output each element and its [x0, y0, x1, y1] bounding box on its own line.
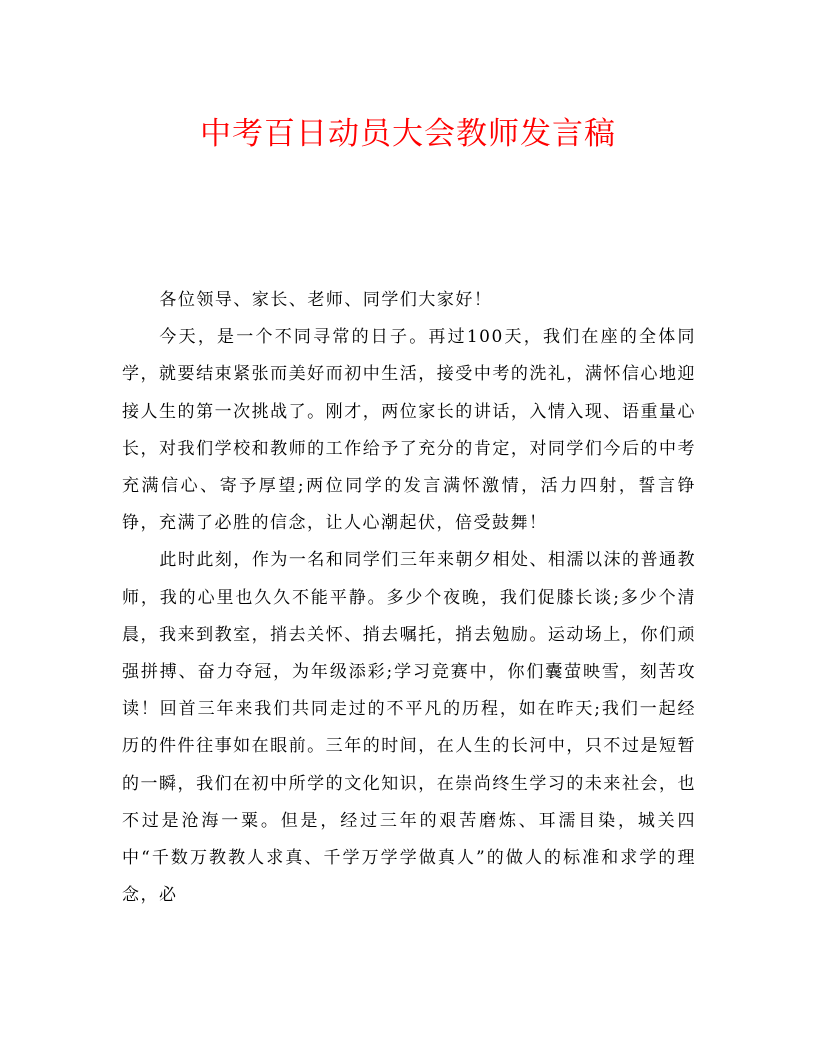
document-body [122, 282, 696, 914]
paragraph-today: 今天，是一个不同寻常的日子。再过100天，我们在座的全体同学，就要结束紧张而美好而初中生活，接受中考的洗礼，满怀信心地迎接人生的第一次挑战了。刚才，两位家长的讲话，入情入现、语重量心长，对我们学校和教师的工作给予了充分的肯定，对同学们今后的中考充满信心、寄予厚望;两位同学的发言满怀激情，活力四射，誓言铮铮，充满了必胜的信念，让人心潮起伏，倍受鼓舞！ [122, 327, 696, 534]
paragraph-reflection: 此时此刻，作为一名和同学们三年来朝夕相处、相濡以沫的普通教师，我的心里也久久不能平静。多少个夜晚，我们促膝长谈;多少个清晨，我来到教室，捎去关怀、捎去嘱托，捎去勉励。运动场上，你们顽强拼搏、奋力夺冠，为年级添彩;学习竞赛中，你们囊萤映雪，刻苦攻读！回首三年来我们共同走过的不平凡的历程，如在昨天;我们一起经历的件件往事如在眼前。三年的时间，在人生的长河中，只不过是短暂的一瞬，我们在初中所学的文化知识，在崇尚终生学习的未来社会，也不过是沧海一粟。但是，经过三年的艰苦磨炼、耳濡目染，城关四中“千数万教教人求真、千学万学学做真人”的做人的标准和求学的理念，必 [122, 550, 696, 906]
paragraph-greeting: 各位领导、家长、老师、同学们大家好！ [159, 290, 493, 310]
document-title: 中考百日动员大会教师发言稿 [200, 116, 616, 152]
